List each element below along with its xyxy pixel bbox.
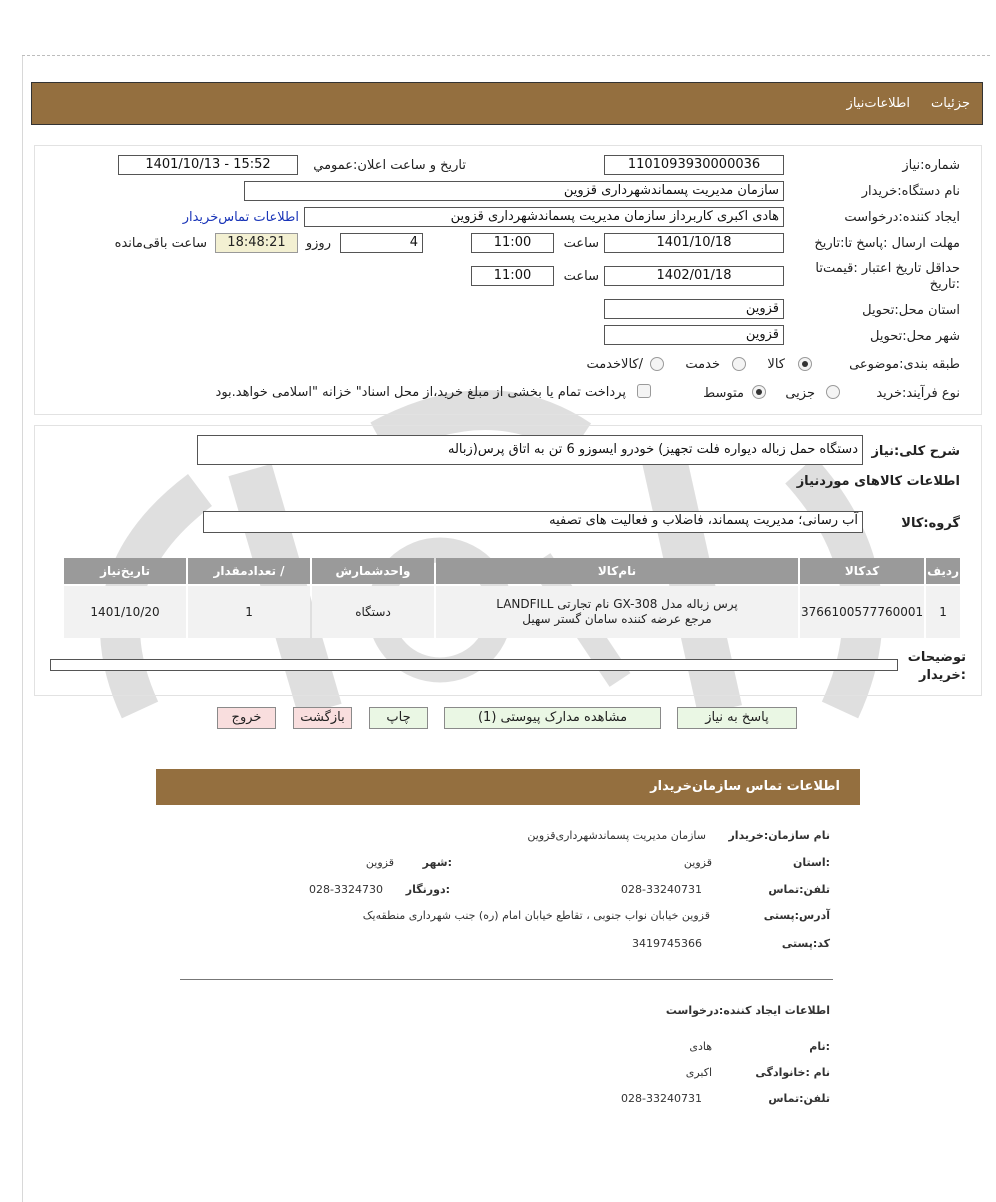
province-label: استان محل:تحویل xyxy=(862,303,960,318)
contact-address-value: قزوین خیابان نواب جنوبی ، تقاطع خیابان امام (ره) جنب شهرداری منطقه‌یک xyxy=(362,909,710,922)
contact-address-label: آدرس:پستی xyxy=(763,909,830,922)
requester-phone-value: 028-33240731 xyxy=(621,1092,702,1105)
col-code-header: کدکالا xyxy=(800,558,924,584)
creator-label: ایجاد کننده:درخواست xyxy=(844,210,960,225)
requester-family-label: نام :خانوادگی xyxy=(755,1066,830,1079)
deadline-date-field: 1401/10/18 xyxy=(604,233,784,253)
reply-button[interactable]: پاسخ به نیاز xyxy=(677,707,797,729)
category-label: طبقه بندی:موضوعی xyxy=(849,357,960,372)
validity-time-field: 11:00 xyxy=(471,266,554,286)
goods-info-title: اطلاعات کالاهای موردنیاز xyxy=(796,474,960,489)
process-partial-label: جزیی xyxy=(785,386,815,401)
process-buy-label: خرید xyxy=(876,386,902,401)
deadline-label: مهلت ارسال :پاسخ تا:تاریخ xyxy=(814,236,960,251)
validity-label-2: :تاریخ xyxy=(929,277,960,292)
contact-postal-value: 3419745366 xyxy=(632,937,702,950)
validity-date-field: 1402/01/18 xyxy=(604,266,784,286)
col-row-header: ردیف xyxy=(926,558,960,584)
contact-city-label: :شهر xyxy=(422,856,452,869)
top-divider xyxy=(22,55,990,56)
print-button[interactable]: چاپ xyxy=(369,707,428,729)
left-divider xyxy=(22,56,23,1202)
need-number-field: 1101093930000036 xyxy=(604,155,784,175)
attachments-button[interactable]: مشاهده مدارک پیوستی (1) xyxy=(444,707,661,729)
buyer-contact-link[interactable]: اطلاعات تماس‌خریدار xyxy=(182,210,299,225)
cell-name: پرس زباله مدل GX-308 نام تجارتی LANDFILL مرجع عرضه کننده سامان گستر سهیل xyxy=(436,586,798,638)
cell-qty: 1 xyxy=(188,586,310,638)
creator-field: هادی اکبری کاربرداز سازمان مدیریت پسماندشهرداری قزوین xyxy=(304,207,784,227)
contact-section-title: اطلاعات تماس سازمان‌خریدار xyxy=(650,779,840,794)
requester-name-label: :نام xyxy=(809,1040,830,1053)
province-field: قزوین xyxy=(604,299,784,319)
process-medium-radio[interactable] xyxy=(752,385,766,399)
cell-code: 3766100577760001 xyxy=(800,586,924,638)
col-date-header: تاریخ‌نیاز xyxy=(64,558,186,584)
goods-group-label: گروه:کالا xyxy=(901,516,960,531)
summary-field: دستگاه حمل زباله دیواره فلت تجهیز) خودرو ایسوزو 6 تن به اتاق پرس(زباله xyxy=(197,435,863,465)
days-field: 4 xyxy=(340,233,423,253)
announce-date-field: 1401/10/13 - 15:52 xyxy=(118,155,298,175)
buyer-notes-field xyxy=(50,659,898,671)
remaining-timer: 18:48:21 xyxy=(215,233,298,253)
contact-city-value: قزوین xyxy=(365,856,394,869)
days-label: روزو xyxy=(305,236,331,251)
requester-family-value: اکبری xyxy=(685,1066,712,1079)
contact-province-value: قزوین xyxy=(683,856,712,869)
buyer-org-field: سازمان مدیریت پسماندشهرداری قزوین xyxy=(244,181,784,201)
contact-divider xyxy=(180,979,833,980)
back-button[interactable]: بازگشت xyxy=(293,707,352,729)
category-service-label: خدمت xyxy=(685,357,720,372)
contact-phone-label: تلفن:تماس xyxy=(768,883,830,896)
goods-table xyxy=(62,556,962,640)
contact-org-value: سازمان مدیریت پسماندشهرداری‌قزوین xyxy=(527,829,706,842)
deadline-time-field: 11:00 xyxy=(471,233,554,253)
category-goods-service-radio[interactable] xyxy=(650,357,664,371)
requester-name-value: هادی xyxy=(689,1040,712,1053)
contact-fax-label: :دورنگار xyxy=(405,883,450,896)
col-name-header: نام‌کالا xyxy=(436,558,798,584)
treasury-payment-checkbox[interactable] xyxy=(637,384,651,398)
col-unit-header: واحدشمارش xyxy=(312,558,434,584)
category-goods-radio[interactable] xyxy=(798,357,812,371)
tab-details[interactable]: جزئیات xyxy=(931,96,970,111)
process-medium-label: متوسط xyxy=(703,386,744,401)
table-row xyxy=(64,586,960,638)
contact-org-label: نام سازمان:خریدار xyxy=(728,829,830,842)
exit-button[interactable]: خروج xyxy=(217,707,276,729)
contact-fax-value: 028-3324730 xyxy=(309,883,383,896)
cell-date: 1401/10/20 xyxy=(64,586,186,638)
remaining-label: ساعت باقی‌مانده xyxy=(114,236,207,251)
page-header-bar xyxy=(31,82,983,125)
summary-label: شرح کلی:نیاز xyxy=(871,444,960,459)
need-number-label: شماره:نیاز xyxy=(902,158,960,173)
process-type-label: نوع فرآیند: xyxy=(902,386,960,401)
category-service-radio[interactable] xyxy=(732,357,746,371)
contact-phone-value: 028-33240731 xyxy=(621,883,702,896)
requester-title: اطلاعات ایجاد کننده:درخواست xyxy=(665,1004,830,1017)
contact-section-bar xyxy=(156,769,860,805)
buyer-notes-label-2: :خریدار xyxy=(919,668,966,683)
treasury-payment-note: پرداخت تمام یا بخشی از مبلغ خرید،از محل اسناد" خزانه "اسلامی خواهد.بود xyxy=(215,385,626,400)
category-goods-label: کالا xyxy=(767,357,785,372)
process-partial-radio[interactable] xyxy=(826,385,840,399)
contact-province-label: :استان xyxy=(793,856,830,869)
contact-postal-label: کد:پستی xyxy=(781,937,830,950)
requester-phone-label: تلفن:تماس xyxy=(768,1092,830,1105)
col-qty-header: / تعدادمقدار xyxy=(188,558,310,584)
city-field: قزوین xyxy=(604,325,784,345)
tab-need-info[interactable]: اطلاعات‌نیاز xyxy=(846,96,910,111)
category-goods-service-label: /کالاخدمت xyxy=(586,357,643,372)
goods-group-field: آب رسانی؛ مدیریت پسماند، فاضلاب و فعالیت های تصفیه xyxy=(203,511,863,533)
validity-label-1: حداقل تاریخ اعتبار :قیمت‌تا xyxy=(815,261,960,276)
announce-date-label: تاریخ و ساعت اعلان:عمومي xyxy=(313,158,466,173)
cell-row: 1 xyxy=(926,586,960,638)
buyer-notes-label-1: توضیحات xyxy=(907,650,966,665)
deadline-time-label: ساعت xyxy=(563,236,599,251)
validity-time-label: ساعت xyxy=(563,269,599,284)
city-label: شهر محل:تحویل xyxy=(870,329,960,344)
cell-unit: دستگاه xyxy=(312,586,434,638)
buyer-org-label: نام دستگاه:خریدار xyxy=(861,184,960,199)
